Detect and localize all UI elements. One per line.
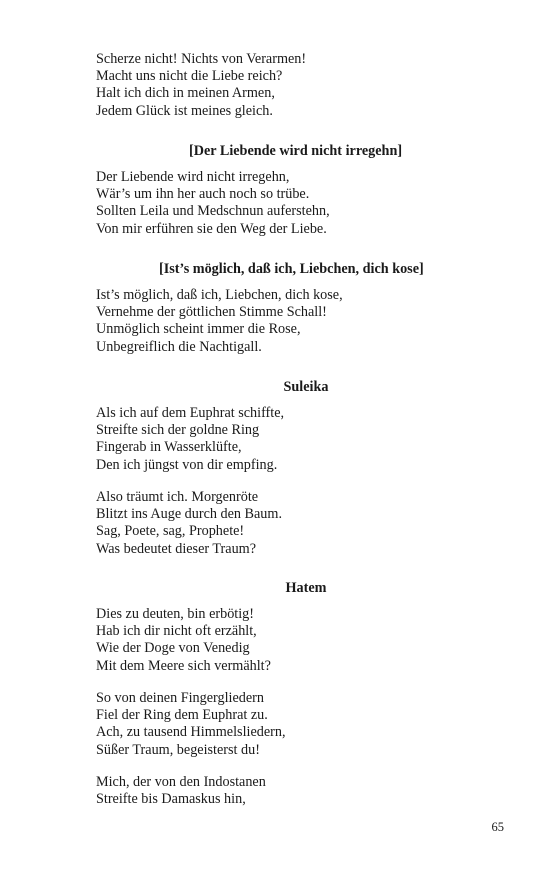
- verse-line: Mit dem Meere sich vermählt?: [96, 657, 271, 674]
- stanza-hatem-2: [96, 690, 476, 759]
- verse-line: Streifte bis Damaskus hin,: [96, 791, 246, 808]
- page-number: 65: [491, 820, 504, 834]
- verse-line: Also träumt ich. Morgenröte: [96, 489, 259, 505]
- poem-title-suleika: Suleika: [283, 379, 329, 395]
- verse-line: Halt ich dich in meinen Armen,: [96, 85, 275, 102]
- verse-line: Vernehme der göttlichen Stimme Schall!: [96, 304, 327, 321]
- verse-line: Als ich auf dem Euphrat schiffte,: [96, 405, 285, 421]
- poem-title-hatem: Hatem: [285, 580, 327, 596]
- verse-line: Der Liebende wird nicht irregehn,: [96, 169, 290, 185]
- verse-line: So von deinen Fingergliedern: [96, 690, 264, 706]
- verse-line: Blitzt ins Auge durch den Baum.: [96, 506, 282, 523]
- verse-line: Unbegreiflich die Nachtigall.: [96, 338, 262, 355]
- stanza-suleika-2: [96, 489, 476, 558]
- verse-line: Fiel der Ring dem Euphrat zu.: [96, 707, 268, 724]
- stanza-moeglich: [96, 287, 476, 356]
- verse-line: Macht uns nicht die Liebe reich?: [96, 68, 283, 85]
- verse-line: Süßer Traum, begeisterst du!: [96, 741, 260, 758]
- poem-title-moeglich: [Ist’s möglich, daß ich, Liebchen, dich kose]: [159, 261, 424, 277]
- verse-line: Jedem Glück ist meines gleich.: [96, 102, 273, 119]
- stanza-hatem-3: [96, 774, 476, 808]
- stanza-liebende: [96, 169, 476, 238]
- verse-line: Streifte sich der goldne Ring: [96, 422, 260, 439]
- verse-line: Sollten Leila und Medschnun auferstehn,: [96, 203, 330, 220]
- verse-line: Ach, zu tausend Himmelsliedern,: [96, 724, 286, 741]
- stanza-scherze-nicht: [96, 51, 476, 120]
- stanza-hatem-1: [96, 606, 476, 675]
- verse-line: Was bedeutet dieser Traum?: [96, 540, 257, 557]
- poem-title-liebende: [Der Liebende wird nicht irregehn]: [189, 143, 403, 159]
- verse-line: Sag, Poete, sag, Prophete!: [96, 523, 245, 540]
- verse-line: Wie der Doge von Venedig: [96, 640, 250, 657]
- verse-line: Hab ich dir nicht oft erzählt,: [96, 623, 257, 640]
- verse-line: Ist’s möglich, daß ich, Liebchen, dich kose,: [96, 287, 343, 303]
- verse-line: Von mir erführen sie den Weg der Liebe.: [96, 220, 327, 237]
- verse-line: Unmöglich scheint immer die Rose,: [96, 321, 301, 338]
- stanza-suleika-1: [96, 405, 476, 474]
- verse-line: Mich, der von den Indostanen: [96, 774, 266, 790]
- verse-line: Den ich jüngst von dir empfing.: [96, 456, 278, 473]
- verse-line: Dies zu deuten, bin erbötig!: [96, 606, 254, 622]
- verse-line: Fingerab in Wasserklüfte,: [96, 439, 242, 456]
- verse-line: Wär’s um ihn her auch noch so trübe.: [96, 186, 310, 203]
- verse-line: Scherze nicht! Nichts von Verarmen!: [96, 51, 307, 67]
